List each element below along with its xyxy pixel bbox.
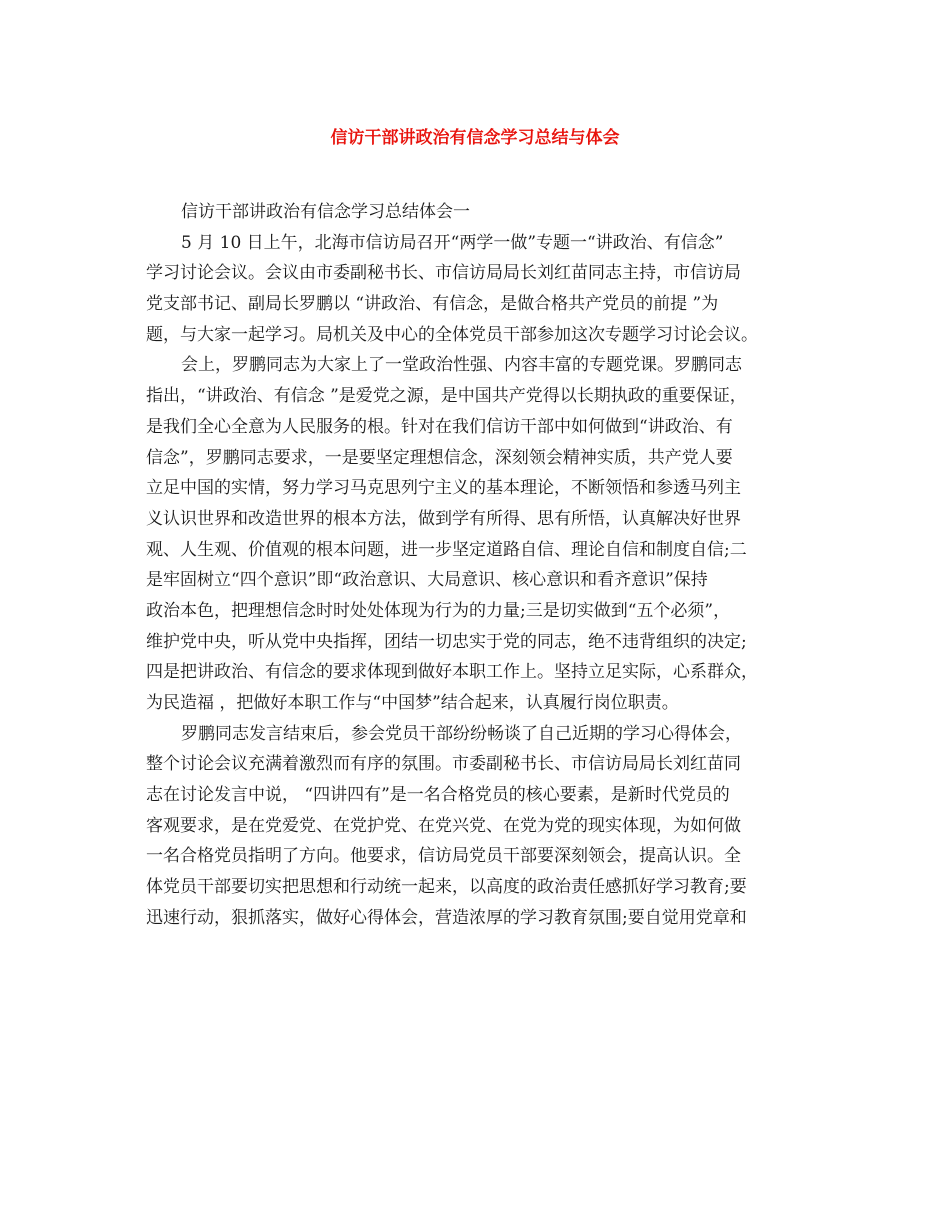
text-line: 指出，“讲政治、有信念 ”是爱党之源，是中国共产党得以长期执政的重要保证，	[146, 386, 747, 407]
text-line: 整个讨论会议充满着激烈而有序的氛围。市委副秘书长、市信访局局长刘红苗同	[146, 754, 741, 775]
text-line: 四是把讲政治、有信念的要求体现到做好本职工作上。坚持立足实际，心系群众，	[146, 662, 758, 683]
text-line: 信念”，罗鹏同志要求，一是要坚定理想信念，深刻领会精神实质，共产党人要	[146, 447, 733, 468]
text-line: 5 月 10 日上午，北海市信访局召开“两学一做”专题一“讲政治、有信念”	[181, 232, 724, 253]
text-line: 题，与大家一起学习。局机关及中心的全体党员干部参加这次专题学习讨论会议。	[146, 324, 758, 345]
text-line: 客观要求，是在党爱党、在党护党、在党兴党、在党为党的现实体现，为如何做	[146, 815, 741, 836]
text-line: 义认识世界和改造世界的根本方法，做到学有所得、思有所悟，认真解决好世界	[146, 508, 741, 529]
text-line: 政治本色，把理想信念时时处处体现为行为的力量;三是切实做到“五个必须”，	[146, 600, 731, 621]
text-line: 会上，罗鹏同志为大家上了一堂政治性强、内容丰富的专题党课。罗鹏同志	[181, 355, 742, 376]
text-line: 党支部书记、副局长罗鹏以 “讲政治、有信念，是做合格共产党员的前提 ”为	[146, 294, 719, 315]
text-line: 信访干部讲政治有信念学习总结体会一	[181, 202, 470, 222]
text-line: 体党员干部要切实把思想和行动统一起来，以高度的政治责任感抓好学习教育;要	[146, 877, 747, 898]
text-line: 立足中国的实情，努力学习马克思列宁主义的基本理论，不断领悟和参透马列主	[146, 478, 741, 499]
text-line: 志在讨论发言中说， “四讲四有”是一名合格党员的核心要素，是新时代党员的	[146, 785, 730, 806]
text-line: 观、人生观、价值观的根本问题，进一步坚定道路自信、理论自信和制度自信;二	[146, 539, 747, 560]
text-line: 是牢固树立“四个意识”即“政治意识、大局意识、核心意识和看齐意识”保持	[146, 570, 708, 591]
text-line: 一名合格党员指明了方向。他要求，信访局党员干部要深刻领会，提高认识。全	[146, 846, 741, 867]
text-line: 维护党中央，听从党中央指挥，团结一切忠实于党的同志，绝不违背组织的决定;	[146, 631, 747, 652]
text-line: 为民造福 ，把做好本职工作与“中国梦”结合起来，认真履行岗位职责。	[146, 693, 679, 713]
text-line: 迅速行动，狠抓落实，做好心得体会，营造浓厚的学习教育氛围;要自觉用党章和	[146, 907, 747, 928]
text-line: 罗鹏同志发言结束后，参会党员干部纷纷畅谈了自己近期的学习心得体会，	[181, 723, 742, 744]
text-line: 是我们全心全意为人民服务的根。针对在我们信访干部中如何做到“讲政治、有	[146, 416, 733, 437]
text-line: 学习讨论会议。会议由市委副秘书长、市信访局局长刘红苗同志主持，市信访局	[146, 263, 741, 284]
document-body	[146, 197, 806, 934]
document-title: 信访干部讲政治有信念学习总结与体会	[330, 128, 620, 148]
